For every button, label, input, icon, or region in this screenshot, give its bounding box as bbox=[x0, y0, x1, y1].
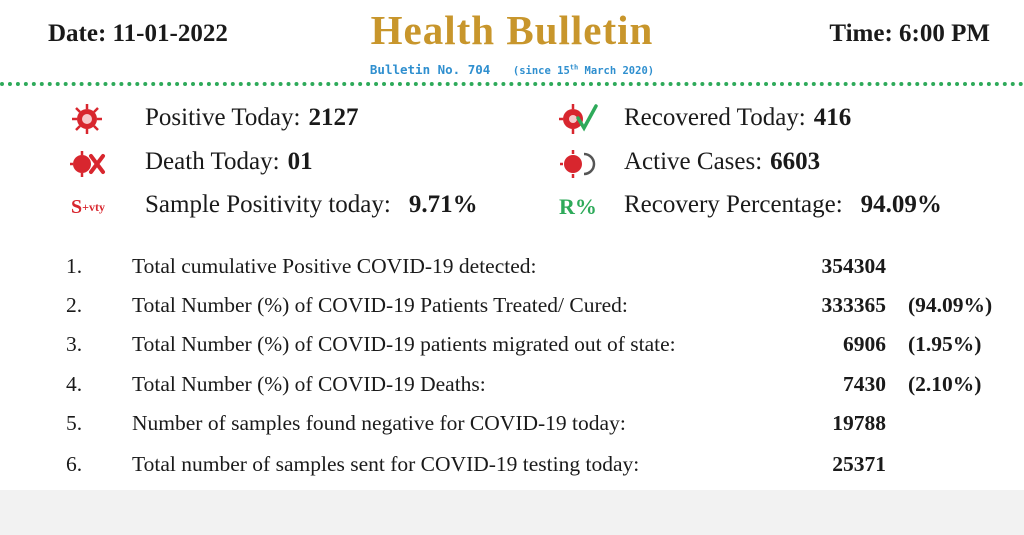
death-today-value: 01 bbox=[287, 148, 313, 175]
active-cases-stat: Active Cases: 6603 bbox=[624, 148, 821, 175]
recovery-percentage-value: 94.09% bbox=[860, 191, 942, 218]
recovered-today-stat: Recovered Today: 416 bbox=[624, 104, 852, 131]
recovery-percentage-stat: Recovery Percentage: 94.09% bbox=[624, 191, 942, 218]
sample-positivity-icon: S +vty bbox=[71, 195, 105, 218]
table-row: 5. Number of samples found negative for COVID-19 today: 19788 bbox=[66, 411, 886, 435]
footer-band bbox=[0, 490, 1024, 535]
sample-positivity-value: 9.71% bbox=[408, 191, 478, 218]
table-row: 4. Total Number (%) of COVID-19 Deaths: 7430 (2.10%) bbox=[66, 372, 982, 396]
bulletin-header bbox=[0, 0, 1024, 82]
table-row: 6. Total number of samples sent for COVID-19 testing today: 25371 bbox=[66, 452, 886, 476]
virus-cross-icon bbox=[66, 147, 110, 181]
virus-icon bbox=[66, 102, 110, 136]
virus-check-icon bbox=[556, 102, 600, 136]
positive-today-stat: Positive Today: 2127 bbox=[145, 104, 359, 131]
bulletin-since: (since 15th March 2020) bbox=[512, 63, 655, 77]
table-row: 1. Total cumulative Positive COVID-19 detected: 354304 bbox=[66, 254, 886, 278]
death-today-stat: Death Today: 01 bbox=[145, 148, 313, 175]
bulletin-number: Bulletin No. 704 bbox=[369, 62, 491, 77]
virus-active-icon bbox=[556, 147, 600, 181]
active-cases-value: 6603 bbox=[770, 148, 821, 175]
recovered-today-value: 416 bbox=[813, 104, 852, 131]
table-row: 3. Total Number (%) of COVID-19 patients migrated out of state: 6906 (1.95%) bbox=[66, 332, 982, 356]
recovery-percent-icon: R% bbox=[559, 194, 597, 219]
bulletin-time: Time: 6:00 PM bbox=[829, 20, 990, 47]
bulletin-title: Health Bulletin bbox=[370, 7, 654, 53]
bulletin-subtitle bbox=[0, 62, 1024, 77]
dotted-divider bbox=[0, 82, 1024, 86]
table-row: 2. Total Number (%) of COVID-19 Patients Treated/ Cured: 333365 (94.09%) bbox=[66, 293, 993, 317]
bulletin-date: Date: 11-01-2022 bbox=[48, 20, 228, 47]
sample-positivity-stat: Sample Positivity today: 9.71% bbox=[145, 191, 478, 218]
positive-today-value: 2127 bbox=[308, 104, 359, 131]
